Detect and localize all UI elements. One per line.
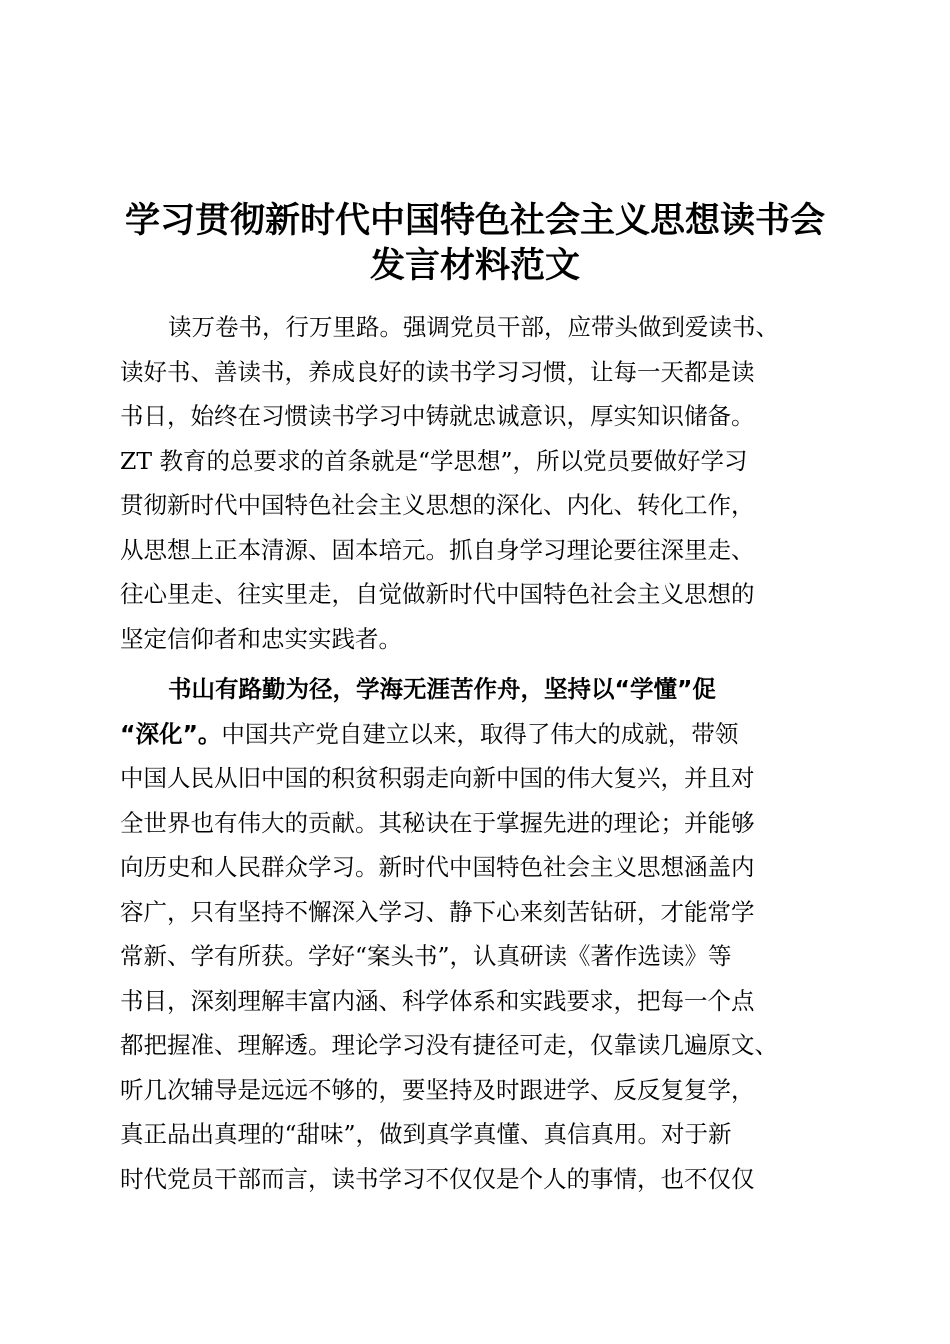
paragraph-line: 常新、学有所获。学好“案头书”，认真研读《著作选读》等 [120,942,732,970]
paragraph-heading-tail: “深化”。 [120,719,222,748]
paragraph-line: 听几次辅导是远远不够的，要坚持及时跟进学、反反复复学， [120,1075,755,1104]
document-body [120,305,840,1201]
paragraph-line: 向历史和人民群众学习。新时代中国特色社会主义思想涵盖内 [120,853,755,881]
paragraph-text: 中国共产党自建立以来，取得了伟大的成就，带领 [221,719,739,748]
paragraph-2 [120,667,840,1201]
paragraph-line: 往心里走、往实里走，自觉做新时代中国特色社会主义思想的 [120,580,755,608]
paragraph-line: 书目，深刻理解丰富内涵、科学体系和实践要求，把每一个点 [120,986,755,1015]
paragraph-line: 从思想上正本清源、固本培元。抓自身学习理论要往深里走、 [120,535,755,564]
paragraph-line: 贯彻新时代中国特色社会主义思想的深化、内化、转化工作， [120,491,755,519]
paragraph-line: 中国人民从旧中国的积贫积弱走向新中国的伟大复兴，并且对 [120,764,755,792]
paragraph-line: 全世界也有伟大的贡献。其秘诀在于掌握先进的理论；并能够 [120,808,755,837]
document-title-line-2: 发言材料范文 [369,246,580,286]
paragraph-line: 书日，始终在习惯读书学习中铸就忠诚意识，厚实知识储备。 [120,402,755,430]
paragraph-heading: 书山有路勤为径，学海无涯苦作舟，坚持以“学懂”促 [168,675,716,703]
paragraph-line: 真正品出真理的“甜味”，做到真学真懂、真信真用。对于新 [120,1120,732,1148]
paragraph-line: 时代党员干部而言，读书学习不仅仅是个人的事情，也不仅仅 [120,1164,755,1193]
paragraph-line: 容广，只有坚持不懈深入学习、静下心来刻苦钻研，才能常学 [120,897,755,926]
document-title-line-1: 学习贯彻新时代中国特色社会主义思想读书会 [124,201,825,241]
paragraph-line-mixed [120,712,840,757]
paragraph-1 [120,305,840,661]
paragraph-line: 都把握准、理解透。理论学习没有捷径可走，仅靠读几遍原文、 [120,1031,778,1059]
paragraph-line: ZT 教育的总要求的首条就是“学思想”，所以党员要做好学习 [120,446,748,475]
paragraph-line: 读万卷书，行万里路。强调党员干部，应带头做到爱读书、 [168,313,779,341]
paragraph-line: 坚定信仰者和忠实实践者。 [120,624,402,653]
paragraph-line: 读好书、善读书，养成良好的读书学习习惯，让每一天都是读 [120,357,755,386]
